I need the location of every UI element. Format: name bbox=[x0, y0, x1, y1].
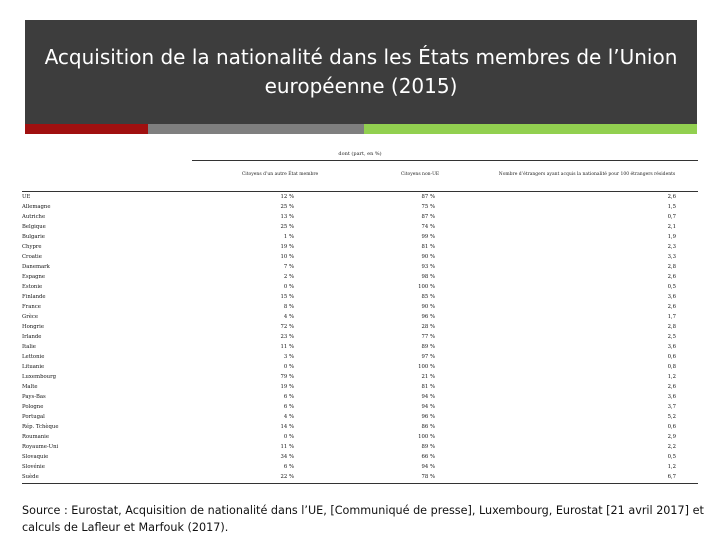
non-eu-share-cell: 89 % bbox=[421, 344, 435, 350]
eu-share-cell: 2 % bbox=[283, 274, 294, 280]
country-cell: Suède bbox=[22, 474, 39, 480]
eu-share-cell: 4 % bbox=[283, 314, 294, 320]
country-cell: Croatie bbox=[22, 254, 42, 260]
per-100-cell: 0,5 bbox=[667, 454, 676, 460]
country-cell: Autriche bbox=[22, 214, 46, 220]
non-eu-share-cell: 94 % bbox=[421, 404, 435, 410]
table-row bbox=[22, 303, 698, 313]
table-row bbox=[22, 443, 698, 453]
eu-share-cell: 10 % bbox=[280, 254, 294, 260]
per-100-cell: 0,6 bbox=[667, 424, 676, 430]
eu-share-cell: 0 % bbox=[283, 284, 294, 290]
eu-share-cell: 15 % bbox=[280, 294, 294, 300]
country-cell: Royaume-Uni bbox=[22, 444, 59, 450]
per-100-cell: 2,9 bbox=[667, 434, 676, 440]
per-100-cell: 2,8 bbox=[667, 264, 676, 270]
eu-share-cell: 4 % bbox=[283, 414, 294, 420]
table-row bbox=[22, 223, 698, 233]
country-cell: Slovénie bbox=[22, 464, 45, 470]
per-100-cell: 1,5 bbox=[667, 204, 676, 210]
non-eu-share-cell: 93 % bbox=[421, 264, 435, 270]
eu-share-cell: 25 % bbox=[280, 204, 294, 210]
table-row bbox=[22, 253, 698, 263]
table-row bbox=[22, 413, 698, 423]
country-cell: France bbox=[22, 304, 41, 310]
per-100-cell: 2,5 bbox=[667, 334, 676, 340]
table-row bbox=[22, 333, 698, 343]
eu-share-cell: 34 % bbox=[280, 454, 294, 460]
country-cell: Chypre bbox=[22, 244, 42, 250]
eu-share-cell: 19 % bbox=[280, 244, 294, 250]
per-100-cell: 0,6 bbox=[667, 354, 676, 360]
country-cell: Portugal bbox=[22, 414, 45, 420]
eu-share-cell: 7 % bbox=[283, 264, 294, 270]
column-header-eu: Citoyens d’un autre État membre bbox=[241, 172, 319, 177]
table-row bbox=[22, 373, 698, 383]
per-100-cell: 1,2 bbox=[667, 374, 676, 380]
eu-share-cell: 23 % bbox=[280, 334, 294, 340]
header-bottom-rule bbox=[22, 191, 698, 192]
country-cell: Estonie bbox=[22, 284, 43, 290]
per-100-cell: 3,6 bbox=[667, 294, 676, 300]
eu-share-cell: 11 % bbox=[280, 444, 294, 450]
eu-share-cell: 6 % bbox=[283, 464, 294, 470]
eu-share-cell: 6 % bbox=[283, 404, 294, 410]
slide-title: Acquisition de la nationalité dans les États membres de l’Union européenne (2015) bbox=[44, 45, 678, 98]
table-row bbox=[22, 353, 698, 363]
country-cell: Belgique bbox=[22, 224, 46, 230]
country-cell: Irlande bbox=[22, 334, 42, 340]
country-cell: Roumanie bbox=[22, 434, 50, 440]
non-eu-share-cell: 94 % bbox=[421, 464, 435, 470]
table-row bbox=[22, 423, 698, 433]
per-100-cell: 0,5 bbox=[667, 284, 676, 290]
non-eu-share-cell: 96 % bbox=[421, 314, 435, 320]
table-row bbox=[22, 283, 698, 293]
non-eu-share-cell: 21 % bbox=[421, 374, 435, 380]
non-eu-share-cell: 94 % bbox=[421, 394, 435, 400]
eu-share-cell: 25 % bbox=[280, 224, 294, 230]
table-bottom-rule bbox=[22, 483, 698, 484]
table-row bbox=[22, 323, 698, 333]
per-100-cell: 3,6 bbox=[667, 394, 676, 400]
table-row bbox=[22, 473, 698, 483]
table-row bbox=[22, 363, 698, 373]
per-100-cell: 1,9 bbox=[667, 234, 676, 240]
non-eu-share-cell: 87 % bbox=[421, 194, 435, 200]
country-cell: Rép. Tchèque bbox=[22, 424, 59, 430]
country-cell: Allemagne bbox=[22, 204, 51, 210]
country-cell: Espagne bbox=[22, 274, 46, 280]
eu-share-cell: 1 % bbox=[283, 234, 294, 240]
country-cell: Finlande bbox=[22, 294, 46, 300]
per-100-cell: 2,6 bbox=[667, 274, 676, 280]
per-100-cell: 2,3 bbox=[667, 244, 676, 250]
table-row bbox=[22, 453, 698, 463]
accent-stripes bbox=[25, 124, 697, 134]
non-eu-share-cell: 77 % bbox=[421, 334, 435, 340]
table-row bbox=[22, 383, 698, 393]
table-row bbox=[22, 313, 698, 323]
non-eu-share-cell: 96 % bbox=[421, 414, 435, 420]
country-cell: Pologne bbox=[22, 404, 44, 410]
accent-stripe-grey bbox=[148, 124, 364, 134]
eu-share-cell: 0 % bbox=[283, 364, 294, 370]
table-row bbox=[22, 243, 698, 253]
table-row bbox=[22, 213, 698, 223]
per-100-cell: 2,6 bbox=[667, 384, 676, 390]
country-cell: Grèce bbox=[22, 314, 38, 320]
non-eu-share-cell: 78 % bbox=[421, 474, 435, 480]
non-eu-share-cell: 89 % bbox=[421, 444, 435, 450]
eu-share-cell: 13 % bbox=[280, 214, 294, 220]
per-100-cell: 3,6 bbox=[667, 344, 676, 350]
non-eu-share-cell: 86 % bbox=[421, 424, 435, 430]
eu-share-cell: 22 % bbox=[280, 474, 294, 480]
per-100-cell: 5,2 bbox=[667, 414, 676, 420]
non-eu-share-cell: 97 % bbox=[421, 354, 435, 360]
table-row bbox=[22, 393, 698, 403]
per-100-cell: 2,8 bbox=[667, 324, 676, 330]
non-eu-share-cell: 98 % bbox=[421, 274, 435, 280]
column-header-non-eu: Citoyens non-UE bbox=[400, 172, 440, 177]
country-cell: Lettonie bbox=[22, 354, 45, 360]
non-eu-share-cell: 90 % bbox=[421, 254, 435, 260]
per-100-cell: 2,2 bbox=[667, 444, 676, 450]
non-eu-share-cell: 28 % bbox=[421, 324, 435, 330]
table-row bbox=[22, 193, 698, 203]
country-cell: Luxembourg bbox=[22, 374, 56, 380]
eu-share-cell: 6 % bbox=[283, 394, 294, 400]
per-100-cell: 2,6 bbox=[667, 304, 676, 310]
eu-share-cell: 14 % bbox=[280, 424, 294, 430]
country-cell: Danemark bbox=[22, 264, 50, 270]
per-100-cell: 6,7 bbox=[667, 474, 676, 480]
table-row bbox=[22, 433, 698, 443]
non-eu-share-cell: 81 % bbox=[421, 244, 435, 250]
table-body bbox=[22, 193, 698, 483]
country-cell: UE bbox=[22, 194, 31, 200]
country-cell: Hongrie bbox=[22, 324, 44, 330]
eu-share-cell: 3 % bbox=[283, 354, 294, 360]
per-100-cell: 3,7 bbox=[667, 404, 676, 410]
accent-stripe-red bbox=[25, 124, 148, 134]
non-eu-share-cell: 75 % bbox=[421, 204, 435, 210]
country-cell: Bulgarie bbox=[22, 234, 45, 240]
eu-share-cell: 19 % bbox=[280, 384, 294, 390]
non-eu-share-cell: 74 % bbox=[421, 224, 435, 230]
non-eu-share-cell: 100 % bbox=[418, 364, 435, 370]
non-eu-share-cell: 85 % bbox=[421, 294, 435, 300]
eu-share-cell: 8 % bbox=[283, 304, 294, 310]
non-eu-share-cell: 66 % bbox=[421, 454, 435, 460]
per-100-cell: 0,8 bbox=[667, 364, 676, 370]
country-cell: Italie bbox=[22, 344, 36, 350]
table-span-header bbox=[22, 148, 698, 160]
country-cell: Slovaquie bbox=[22, 454, 49, 460]
eu-share-cell: 0 % bbox=[283, 434, 294, 440]
table-row bbox=[22, 343, 698, 353]
title-band bbox=[25, 20, 697, 124]
column-header-per-100: Nombre d’étrangers ayant acquis la nationalité pour 100 étrangers résidents bbox=[498, 172, 676, 177]
eu-share-cell: 72 % bbox=[280, 324, 294, 330]
table-row bbox=[22, 203, 698, 213]
table-row bbox=[22, 293, 698, 303]
table-column-headers bbox=[22, 172, 698, 184]
eu-share-cell: 11 % bbox=[280, 344, 294, 350]
non-eu-share-cell: 99 % bbox=[421, 234, 435, 240]
per-100-cell: 1,2 bbox=[667, 464, 676, 470]
table-row bbox=[22, 463, 698, 473]
non-eu-share-cell: 90 % bbox=[421, 304, 435, 310]
per-100-cell: 1,7 bbox=[667, 314, 676, 320]
country-cell: Malte bbox=[22, 384, 38, 390]
header-rule bbox=[192, 160, 698, 161]
span-header-label: dont (part, en %) bbox=[338, 151, 382, 157]
per-100-cell: 2,1 bbox=[667, 224, 676, 230]
non-eu-share-cell: 81 % bbox=[421, 384, 435, 390]
accent-stripe-green bbox=[364, 124, 697, 134]
table-row bbox=[22, 273, 698, 283]
eu-share-cell: 12 % bbox=[280, 194, 294, 200]
table-row bbox=[22, 233, 698, 243]
per-100-cell: 3,3 bbox=[667, 254, 676, 260]
non-eu-share-cell: 100 % bbox=[418, 434, 435, 440]
country-cell: Lituanie bbox=[22, 364, 45, 370]
non-eu-share-cell: 87 % bbox=[421, 214, 435, 220]
per-100-cell: 2,6 bbox=[667, 194, 676, 200]
non-eu-share-cell: 100 % bbox=[418, 284, 435, 290]
table-row bbox=[22, 403, 698, 413]
source-note: Source : Eurostat, Acquisition de nationalité dans l’UE, [Communiqué de presse], Luxembourg, Eurostat [21 avril 2017] et calculs de Lafleur et Marfouk (2017). bbox=[22, 504, 704, 534]
country-cell: Pays-Bas bbox=[22, 394, 46, 400]
table-row bbox=[22, 263, 698, 273]
eu-share-cell: 79 % bbox=[280, 374, 294, 380]
per-100-cell: 0,7 bbox=[667, 214, 676, 220]
